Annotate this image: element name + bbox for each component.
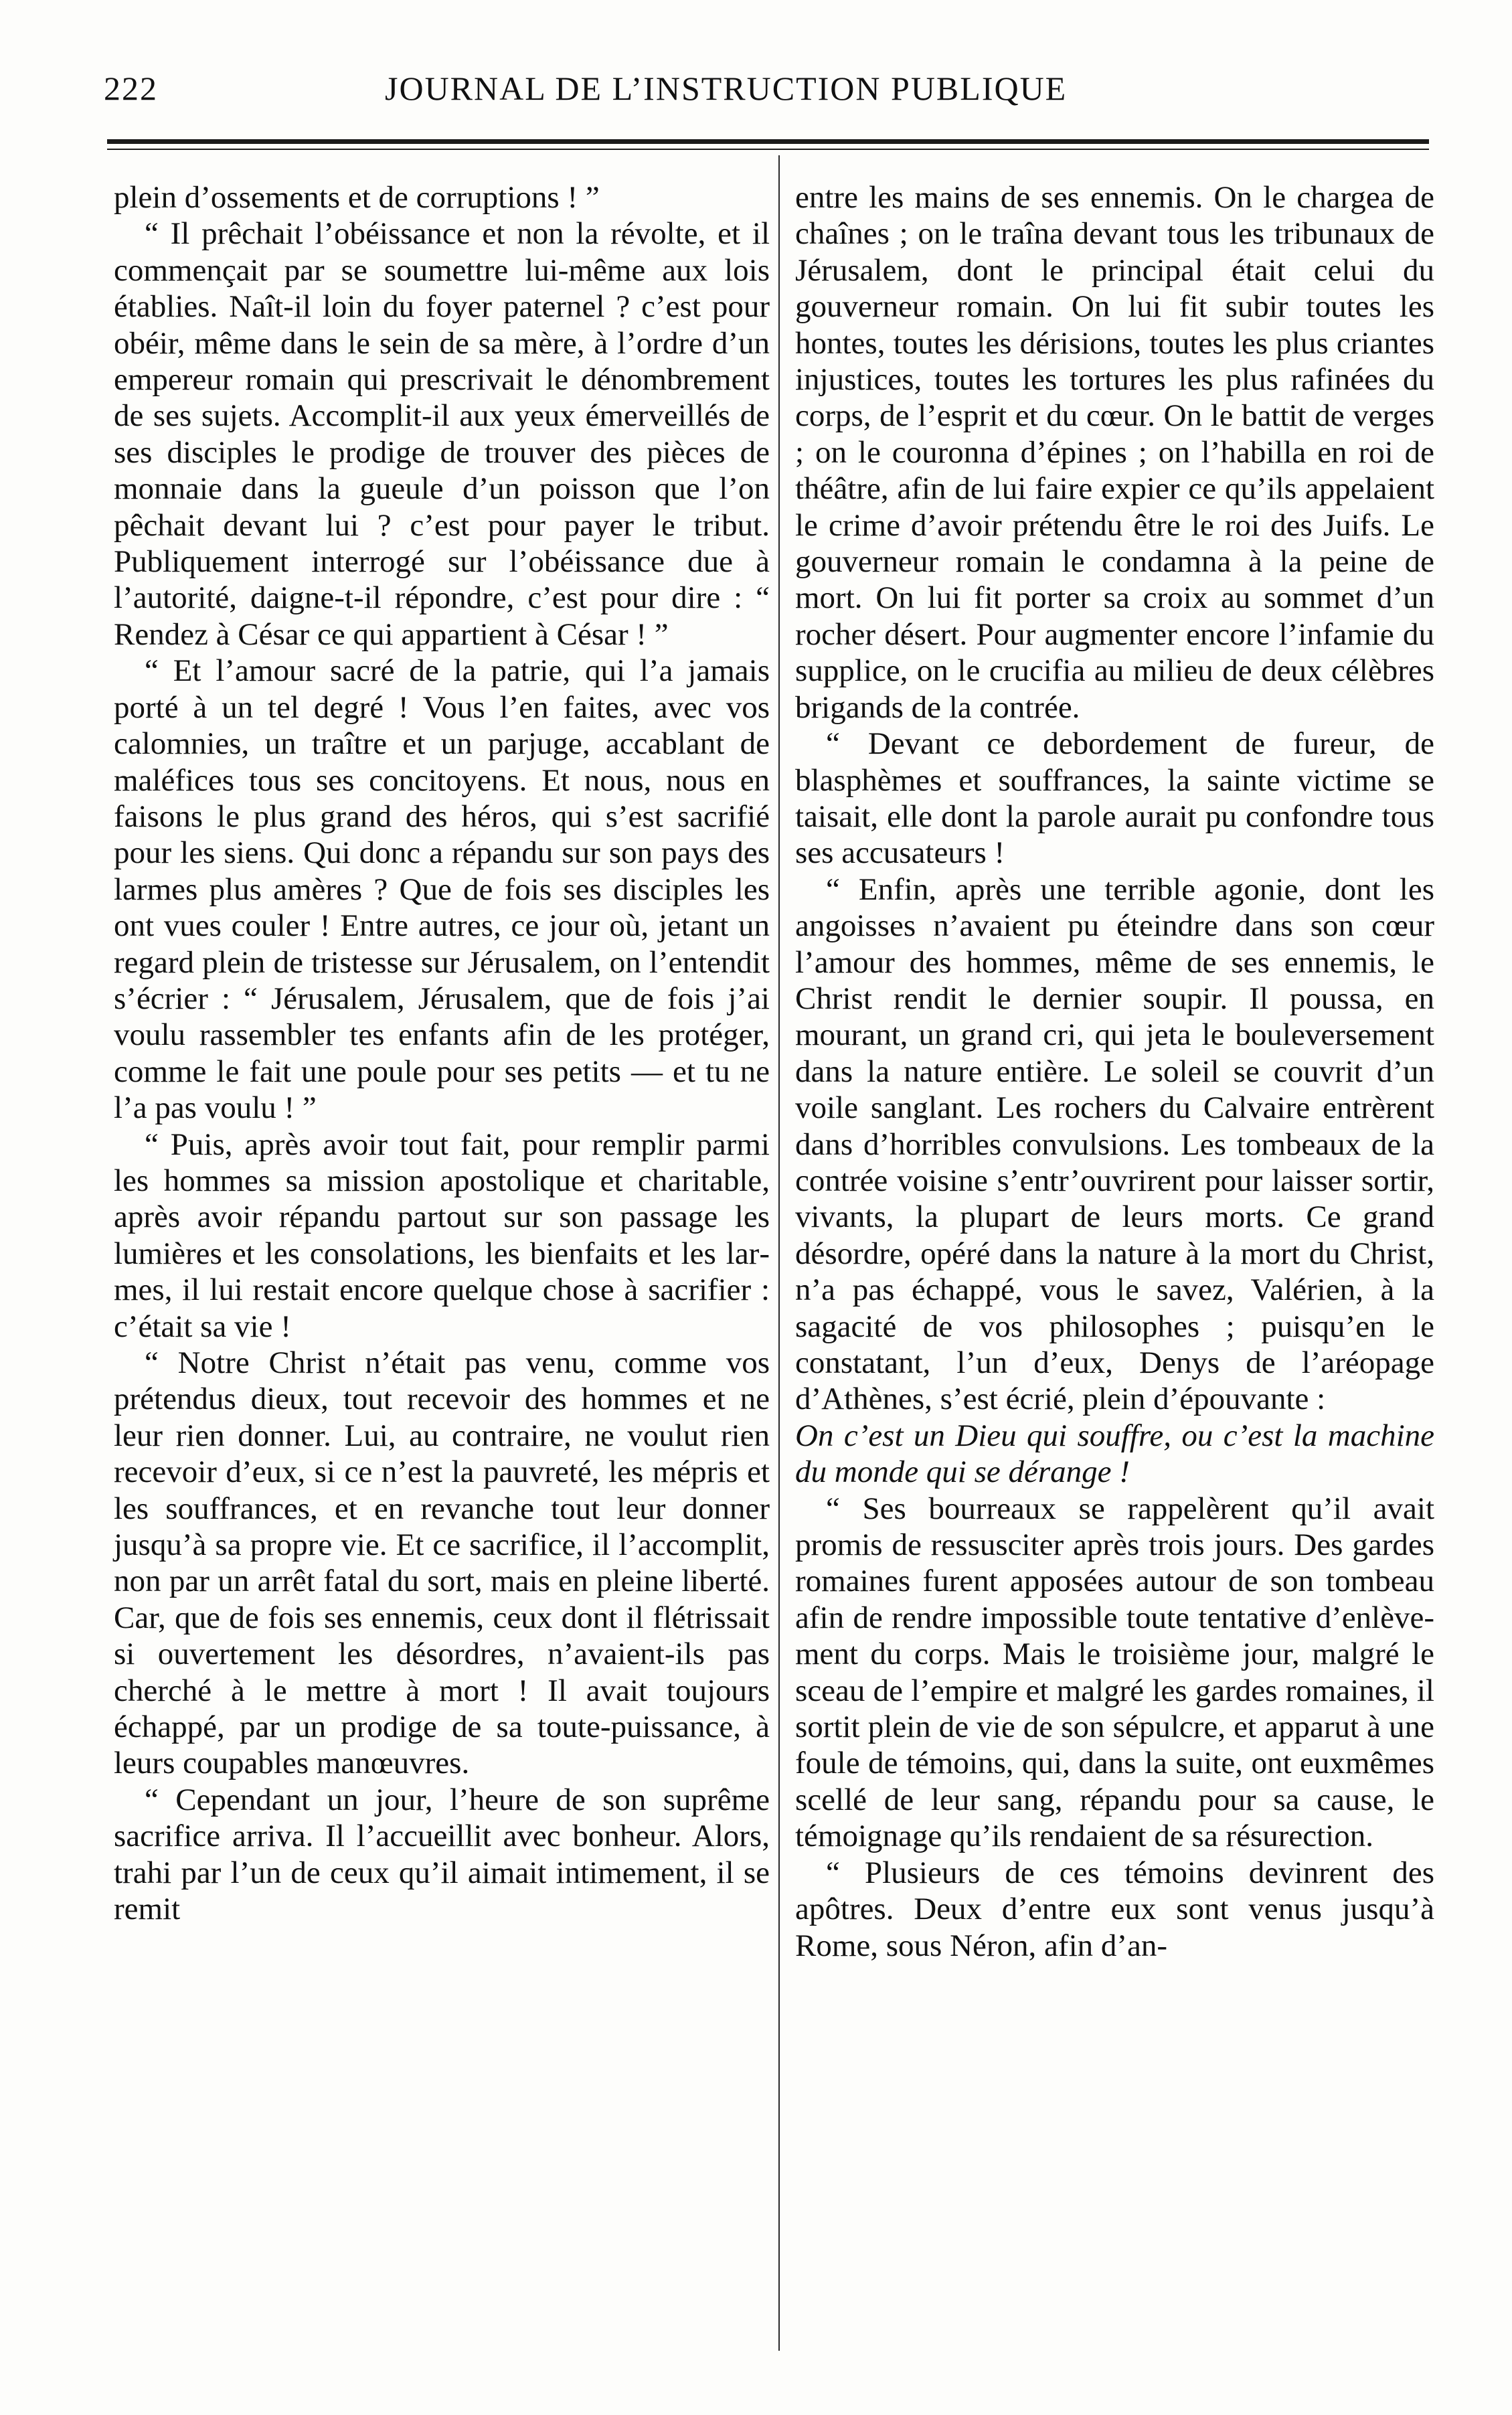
left-column — [114, 179, 770, 1928]
paragraph: entre les mains de ses ennemis. On le chargea de chaînes ; on le traîna devant tous les tribunaux de Jérusalem, dont le principal était celui du gouverneur romain. On lui fit subir toutes les hontes, toutes les dérisions, toutes les plus criantes injustices, toutes les tortures les plus rafinées du corps, de l’esprit et du cœur. On le battit de verges ; on le couronna d’épines ; on l’habilla en roi de théâtre, afin de lui faire expier ce qu’ils appelaient le crime d’avoir prétendu être le roi des Juifs. Le gouverneur romain le condamna à la peine de mort. On lui fit porter sa croix au sommet d’un rocher désert. Pour augmenter encore l’infamie du supplice, on le crucifia au milieu de deux célèbres brigands de la contrée. — [795, 180, 1434, 725]
right-column — [795, 179, 1434, 1964]
page-number: 222 — [104, 70, 158, 107]
paragraph: “ Il prêchait l’obéissance et non la révolte, et il commençait par se soumettre lui-même aux lois établies. Naît-il loin du foyer paternel ? c’est pour obéir, même dans le sein de sa mère, à l’ordre d’un empereur romain qui prescrivait le dénombrement de ses sujets. Accomplit-il aux yeux émerveillés de ses disciples le prodige de trouver des pièces de monnaie dans la gueule d’un poisson que l’on pêchait devant lui ? c’est pour payer le tribut. Publiquement interrogé sur l’obéissance due à l’autorité, daigne-t-il répondre, c’est pour dire : “ Rendez à César ce qui appartient à César ! ” — [114, 216, 770, 652]
paragraph: “ Notre Christ n’était pas venu, comme vos prétendus dieux, tout recevoir des hommes et ne leur rien donner. Lui, au contraire, ne voulut rien recevoir d’eux, si ce n’est la pauvreté, les mépris et les souffrances, et en revanche tout leur donner jusqu’à sa propre vie. Et ce sacrifice, il l’accomplit, non par un arrêt fatal du sort, mais en pleine liberté. Car, que de fois ses ennemis, ceux dont il flétrissait si ouvertement les désordres, n’avaient-ils pas cherché à le mettre à mort ! Il avait toujours échappé, par un prodige de sa toute-puissance, à leurs coupables manœuvres. — [114, 1345, 770, 1781]
paragraph: “ Devant ce debordement de fureur, de blasphèmes et souffrances, la sainte victime se taisait, elle dont la parole aurait pu confondre tous ses accusateurs ! — [795, 726, 1434, 871]
paragraph: “ Plusieurs de ces témoins devinrent des apôtres. Deux d’entre eux sont venus jusqu’à Rome, sous Néron, afin d’an- — [795, 1855, 1434, 1963]
italic-quote — [795, 1418, 1434, 1491]
paragraph: “ Et l’amour sacré de la patrie, qui l’a jamais porté à un tel degré ! Vous l’en faites, avec vos calomnies, un traître et un parjuge, accablant de maléfices tous ses concitoyens. Et nous, nous en faisons le plus grand des héros, qui s’est sacrifié pour les siens. Qui donc a répandu sur son pays des larmes plus amères ? Que de fois ses disciples les ont vues couler ! Entre autres, ce jour où, jetant un regard plein de tristesse sur Jérusalem, on l’entendit s’écrier : “ Jérusalem, Jérusalem, que de fois j’ai voulu rassembler tes enfants afin de les protéger, comme le fait une poule pour ses petits — et tu ne l’a pas voulu ! ” — [114, 653, 770, 1126]
paragraph: “ Cependant un jour, l’heure de son suprême sacrifice arriva. Il l’accueillit avec bonheur. Alors, trahi par l’un de ceux qu’il aimait intimement, il se remit — [114, 1782, 770, 1927]
italic-quote-text: On c’est un Dieu qui souffre, ou c’est la machine du monde qui se dérange ! — [795, 1418, 1434, 1490]
column-divider — [778, 155, 780, 2351]
paragraph: “ Ses bourreaux se rappelèrent qu’il avait promis de ressusciter après trois jours. Des gardes romaines furent apposées autour de son tombeau afin de rendre impossible toute tentative d’enlèvement du corps. Mais le troisième jour, malgré le sceau de l’empire et malgré les gardes romaines, il sortit plein de vie de son sépulcre, et apparut à une foule de témoins, qui, dans la suite, ont euxmêmes scellé de leur sang, répandu pour sa cause, le témoignage qu’ils rendaient de sa résurection. — [795, 1491, 1434, 1854]
paragraph: plein d’ossements et de corruptions ! ” — [114, 180, 600, 215]
paragraph: “ Puis, après avoir tout fait, pour remplir parmi les hommes sa mission apostolique et charitable, après avoir répandu partout sur son passage les lumières et les consolations, les bienfaits et les larmes, il lui restait encore quelque chose à sacrifier : c’était sa vie ! — [114, 1127, 770, 1344]
header-rule-thin — [107, 149, 1429, 150]
running-head — [104, 62, 1436, 115]
header-rule-thick — [107, 139, 1429, 144]
journal-title: JOURNAL DE L’INSTRUCTION PUBLIQUE — [385, 70, 1068, 107]
paragraph: “ Enfin, après une terrible agonie, dont les angoisses n’avaient pu éteindre dans son cœur l’amour des hommes, même de ses ennemis, le Christ rendit le dernier soupir. Il poussa, en mourant, un grand cri, qui jeta le bouleversement dans la nature entière. Le soleil se couvrit d’un voile sanglant. Les rochers du Calvaire entrèrent dans d’horribles convulsions. Les tombeaux de la contrée voisine s’entr’ouvrirent pour laisser sortir, vivants, la plupart de leurs morts. Ce grand désordre, opéré dans la nature à la mort du Christ, n’a pas échappé, vous le savez, Valérien, à la sagacité de vos philosophes ; puisqu’en le constatant, l’un d’eux, Denys de l’aréopage d’Athènes, s’est écrié, plein d’épouvante : — [795, 871, 1434, 1417]
